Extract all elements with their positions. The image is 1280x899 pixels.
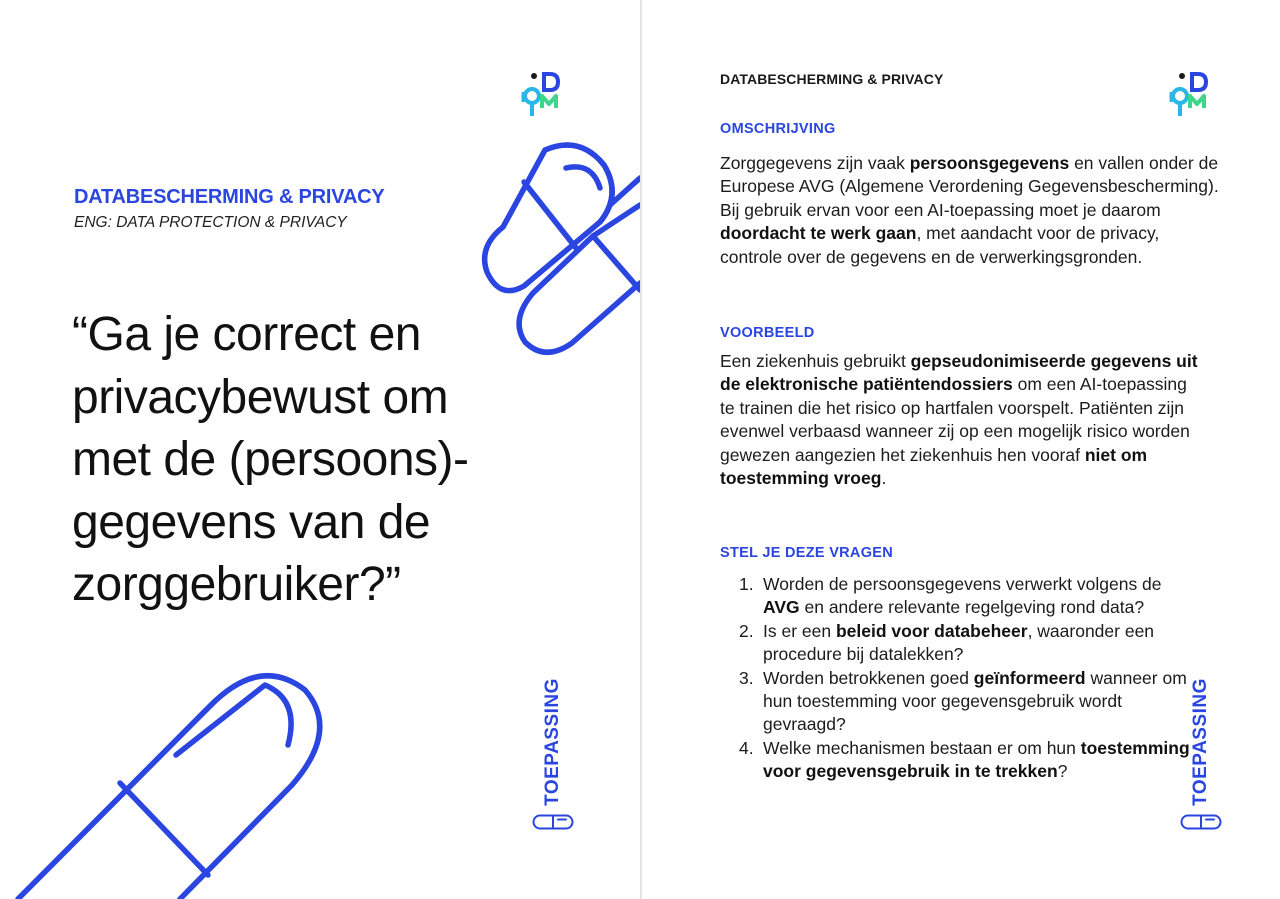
questions-list [720, 573, 1200, 784]
list-number: 4. [739, 737, 754, 758]
description-text [720, 152, 1220, 269]
text-bold: AVG [763, 597, 800, 618]
list-item [720, 667, 1200, 737]
side-tab-label: TOEPASSING [542, 678, 563, 806]
list-number: 1. [739, 574, 754, 594]
text-bold: geïnformeerd [973, 667, 1086, 688]
quote [72, 304, 592, 617]
page-header: DATABESCHERMING & PRIVACY [720, 71, 944, 87]
text-run: wanneer om hun toestemming voor gegevensgebruik wordt gevraagd? [763, 667, 1187, 735]
pill-tab-icon [532, 814, 574, 830]
side-tab-toepassing [530, 662, 576, 832]
text-run: . [881, 468, 887, 489]
text-run: Zorggegevens zijn vaak [720, 153, 910, 173]
text-run: en andere relevante regelgeving rond data? [799, 597, 1145, 618]
quote-line: zorggebruiker?” [72, 558, 401, 611]
page-heading: DATABESCHERMING & PRIVACY [74, 186, 385, 208]
text-bold: doordacht te werk gaan [720, 223, 917, 244]
side-tab-label: TOEPASSING [1190, 678, 1211, 806]
section-title-example: VOORBEELD [720, 325, 815, 341]
section-title-description: OMSCHRIJVING [720, 121, 836, 137]
text-run: , waaronder een procedure bij datalekken? [763, 620, 1155, 665]
text-bold: gepseudonimiseerde gegevens uit de elektronische patiëntendossiers [720, 351, 1198, 395]
text-run: om een AI-toepassing te trainen die het risico op hartfalen voorspelt. Patiënten zijn evenwel verbaasd wanneer zij op een mogelijk risico worden gewezen aangezien het ziekenhuis hen vooraf [720, 374, 1190, 465]
list-number: 2. [739, 620, 754, 641]
list-item [720, 573, 1200, 620]
text-run: en vallen onder de Europese AVG (Algemene Verordening Gegevensbescherming). Bij gebruik ervan voor een AI-toepassing moet je daarom [720, 153, 1219, 220]
text-bold: beleid voor databeheer [835, 620, 1028, 641]
right-page [642, 0, 1280, 899]
list-item [720, 620, 1200, 667]
section-title-questions: STEL JE DEZE VRAGEN [720, 545, 894, 561]
text-bold: niet om toestemming vroeg [720, 444, 1148, 489]
text-bold: persoonsgegevens [909, 153, 1070, 173]
quote-line: gegevens van de [72, 495, 431, 549]
logo-dm-icon [1166, 70, 1210, 118]
list-item [720, 737, 1200, 784]
quote-line: “Ga je correct en [72, 308, 421, 361]
side-tab-toepassing [1178, 662, 1224, 832]
example-text [720, 350, 1200, 490]
text-run: , met aandacht voor de privacy, controle over de gegevens en de verwerkingsgronden. [720, 223, 1160, 267]
quote-line: privacybewust om [72, 370, 449, 424]
text-run: Een ziekenhuis gebruikt [720, 351, 911, 371]
text-run: ? [1057, 761, 1068, 782]
list-number: 3. [739, 667, 754, 688]
text-run: Worden betrokkenen goed [763, 667, 974, 688]
text-bold: toestemming voor gegevensgebruik in te trekken [763, 737, 1190, 782]
text-run: Is er een [763, 620, 836, 641]
logo-dm-icon [518, 70, 562, 118]
page-subheading: ENG: DATA PROTECTION & PRIVACY [74, 214, 347, 231]
text-run: Welke mechanismen bestaan er om hun [763, 737, 1081, 758]
text-run: Worden de persoonsgegevens verwerkt volgens de [763, 574, 1162, 594]
pill-tab-icon [1180, 814, 1222, 830]
quote-line: met de (persoons)- [72, 433, 469, 486]
